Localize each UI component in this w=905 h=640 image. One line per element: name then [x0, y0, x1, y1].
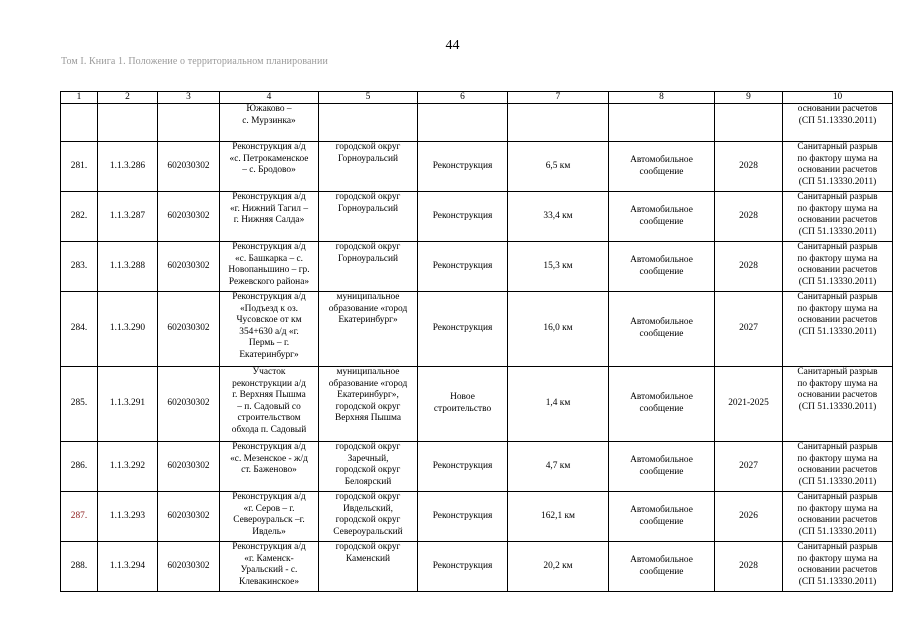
cell-type: Реконструкция: [418, 142, 508, 192]
cell-length: 4,7 км: [508, 442, 609, 492]
cell-territory: городской округ Горноуральсий: [319, 192, 418, 242]
cell-length: 15,3 км: [508, 242, 609, 292]
table-header-row: [61, 92, 893, 104]
cell-object: Реконструкция а/д «с. Башкарка – с. Новопаньшино – гр. Режевского района»: [220, 242, 319, 292]
cell-code: 1.1.3.294: [98, 542, 158, 592]
cell-code: 1.1.3.292: [98, 442, 158, 492]
cell-year: 2028: [715, 142, 783, 192]
cell-num: 285.: [61, 367, 98, 442]
table-row: [61, 142, 893, 192]
cell-territory: муниципальное образование «город Екатеринбург», городской округ Верхняя Пышма: [319, 367, 418, 442]
cell-classifier: [158, 104, 220, 142]
cell-num: 288.: [61, 542, 98, 592]
cell-purpose: Автомобильное сообщение: [609, 442, 715, 492]
cell-code: 1.1.3.290: [98, 292, 158, 367]
cell-classifier: 602030302: [158, 142, 220, 192]
cell-num: 286.: [61, 442, 98, 492]
cell-type: Реконструкция: [418, 542, 508, 592]
cell-length: [508, 104, 609, 142]
cell-note: Санитарный разрыв по фактору шума на основании расчетов (СП 51.13330.2011): [783, 142, 893, 192]
cell-length: 6,5 км: [508, 142, 609, 192]
cell-purpose: Автомобильное сообщение: [609, 242, 715, 292]
table-row: [61, 292, 893, 367]
column-header-1: 1: [61, 92, 98, 104]
table-row: [61, 442, 893, 492]
cell-purpose: [609, 104, 715, 142]
cell-note: Санитарный разрыв по фактору шума на основании расчетов (СП 51.13330.2011): [783, 492, 893, 542]
cell-code: 1.1.3.291: [98, 367, 158, 442]
cell-territory: [319, 104, 418, 142]
table-row: [61, 367, 893, 442]
cell-year: 2028: [715, 192, 783, 242]
column-header-3: 3: [158, 92, 220, 104]
cell-year: [715, 104, 783, 142]
page-number: 44: [445, 38, 460, 53]
objects-table: [60, 91, 893, 592]
cell-length: 33,4 км: [508, 192, 609, 242]
cell-num: [61, 104, 98, 142]
cell-type: [418, 104, 508, 142]
cell-territory: муниципальное образование «город Екатеринбург»: [319, 292, 418, 367]
cell-type: Новое строительство: [418, 367, 508, 442]
cell-object: Реконструкция а/д «Подъезд к оз. Чусовское от км 354+630 а/д «г. Пермь – г. Екатеринбург»: [220, 292, 319, 367]
cell-object: Участок реконструкции а/д г. Верхняя Пышма – п. Садовый со строительством обхода п. Садовый: [220, 367, 319, 442]
cell-num: 281.: [61, 142, 98, 192]
cell-length: 162,1 км: [508, 492, 609, 542]
cell-purpose: Автомобильное сообщение: [609, 142, 715, 192]
cell-year: 2028: [715, 242, 783, 292]
cell-length: 16,0 км: [508, 292, 609, 367]
table-row: [61, 242, 893, 292]
cell-object: Реконструкция а/д «с. Мезенское - ж/д ст. Баженово»: [220, 442, 319, 492]
cell-type: Реконструкция: [418, 292, 508, 367]
cell-length: 20,2 км: [508, 542, 609, 592]
cell-note: основании расчетов (СП 51.13330.2011): [783, 104, 893, 142]
column-header-5: 5: [319, 92, 418, 104]
cell-classifier: 602030302: [158, 292, 220, 367]
continuation-row: [61, 104, 893, 142]
cell-territory: городской округ Каменский: [319, 542, 418, 592]
column-header-4: 4: [220, 92, 319, 104]
cell-year: 2027: [715, 292, 783, 367]
table-row: [61, 542, 893, 592]
cell-classifier: 602030302: [158, 492, 220, 542]
cell-num: 282.: [61, 192, 98, 242]
cell-note: Санитарный разрыв по фактору шума на основании расчетов (СП 51.13330.2011): [783, 242, 893, 292]
cell-num: 287.: [61, 492, 98, 542]
cell-classifier: 602030302: [158, 192, 220, 242]
cell-territory: городской округ Горноуральсий: [319, 142, 418, 192]
cell-note: Санитарный разрыв по фактору шума на основании расчетов (СП 51.13330.2011): [783, 542, 893, 592]
cell-year: 2026: [715, 492, 783, 542]
cell-classifier: 602030302: [158, 367, 220, 442]
column-header-9: 9: [715, 92, 783, 104]
cell-purpose: Автомобильное сообщение: [609, 192, 715, 242]
cell-territory: городской округ Заречный, городской округ Белоярский: [319, 442, 418, 492]
cell-num: 284.: [61, 292, 98, 367]
column-header-7: 7: [508, 92, 609, 104]
cell-code: 1.1.3.286: [98, 142, 158, 192]
cell-classifier: 602030302: [158, 542, 220, 592]
cell-code: 1.1.3.287: [98, 192, 158, 242]
cell-type: Реконструкция: [418, 242, 508, 292]
cell-type: Реконструкция: [418, 442, 508, 492]
cell-note: Санитарный разрыв по фактору шума на основании расчетов (СП 51.13330.2011): [783, 192, 893, 242]
cell-note: Санитарный разрыв по фактору шума на основании расчетов (СП 51.13330.2011): [783, 442, 893, 492]
column-header-6: 6: [418, 92, 508, 104]
column-header-8: 8: [609, 92, 715, 104]
cell-type: Реконструкция: [418, 192, 508, 242]
column-header-10: 10: [783, 92, 893, 104]
cell-code: [98, 104, 158, 142]
cell-purpose: Автомобильное сообщение: [609, 542, 715, 592]
cell-object: Южаково – с. Мурзинка»: [220, 104, 319, 142]
cell-note: Санитарный разрыв по фактору шума на основании расчетов (СП 51.13330.2011): [783, 367, 893, 442]
cell-type: Реконструкция: [418, 492, 508, 542]
cell-code: 1.1.3.293: [98, 492, 158, 542]
cell-object: Реконструкция а/д «г. Нижний Тагил – г. Нижняя Салда»: [220, 192, 319, 242]
cell-classifier: 602030302: [158, 442, 220, 492]
cell-year: 2027: [715, 442, 783, 492]
cell-purpose: Автомобильное сообщение: [609, 492, 715, 542]
cell-num: 283.: [61, 242, 98, 292]
cell-object: Реконструкция а/д «г. Серов – г. Североуральск –г. Ивдель»: [220, 492, 319, 542]
cell-territory: городской округ Горноуральсий: [319, 242, 418, 292]
cell-year: 2021-2025: [715, 367, 783, 442]
column-header-2: 2: [98, 92, 158, 104]
cell-territory: городской округ Ивдельский, городской округ Североуральский: [319, 492, 418, 542]
cell-purpose: Автомобильное сообщение: [609, 367, 715, 442]
running-header: Том I. Книга 1. Положение о территориальном планировании: [61, 56, 328, 67]
cell-object: Реконструкция а/д «г. Каменск- Уральский - с. Клевакинское»: [220, 542, 319, 592]
cell-year: 2028: [715, 542, 783, 592]
cell-classifier: 602030302: [158, 242, 220, 292]
cell-note: Санитарный разрыв по фактору шума на основании расчетов (СП 51.13330.2011): [783, 292, 893, 367]
table-row: [61, 492, 893, 542]
cell-purpose: Автомобильное сообщение: [609, 292, 715, 367]
cell-length: 1,4 км: [508, 367, 609, 442]
cell-code: 1.1.3.288: [98, 242, 158, 292]
cell-object: Реконструкция а/д «с. Петрокаменское – с. Бродово»: [220, 142, 319, 192]
table-row: [61, 192, 893, 242]
